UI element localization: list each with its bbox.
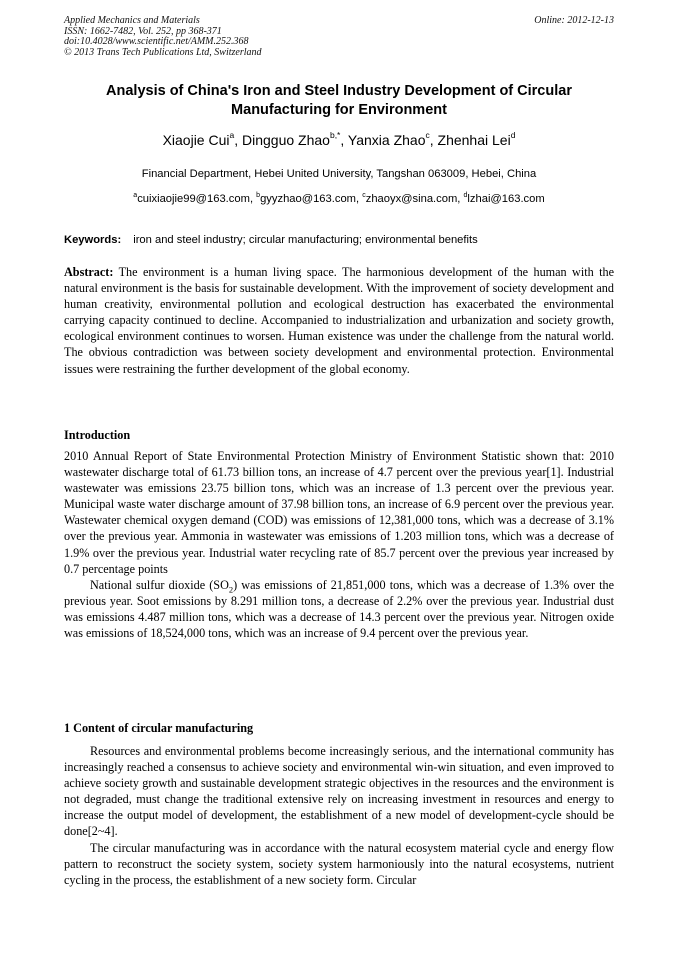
section-heading-introduction: Introduction [64, 428, 131, 442]
affiliation: Financial Department, Hebei United University, Tangshan 063009, Hebei, China [141, 168, 537, 180]
email-mark: c [362, 192, 366, 199]
email-mark: d [463, 192, 468, 199]
journal-header [64, 16, 424, 58]
text-span: ) was emissions of 21,851,000 tons, which was a decrease of 1.3% over the previous year. Soot emissions by 8.291 million tons, a decrease of 2.2% over the previous year. Industrial dust was emissions 4.487 million tons, which was a decrease of 14.3 percent over the previous year. Nitrogen oxide was emissions of 18,524,000 tons, which was an increase of 9.4 percent over the previous year. [64, 577, 614, 641]
email-mark: a [133, 192, 138, 199]
abstract-text: The environment is a human living space. The harmonious development of the human with the natural environment is the basis for sustainable development. With the improvement of society development and human creativity, environmental pollution and ecological destruction has exacerbated the environmental carrying capacity continued to decline. Accompanied to industrialization and urbanization and society growth, ecological environment continues to worsen. Human existence was under the challenge from the natural world. The obvious contradiction was between society development and environmental protection. Environmental issues were restraining the further development of the global economy. [64, 265, 615, 376]
paragraph: 2010 Annual Report of State Environmental Protection Ministry of Environment Statistic shown that: 2010 wastewater discharge total of 61.73 billion tons, an increase of 4.7 percent over the previous year[1]. Industrial wastewater was emissions 23.75 billion tons, which was an increase of 1.3 percent over the previous year. Municipal waste water discharge amount of 37.98 billion tons, an increase of 6.9 percent over the previous year. Wastewater chemical oxygen demand (COD) was emissions of 12,381,000 tons, which was a decrease of 3.1% over the previous year. Ammonia in wastewater was emissions of 1.203 million tons, which was a decrease of 1.9% over the previous year. Industrial water recycling rate of 85.7 percent over the previous year increased by 0.7 percentage points [64, 449, 614, 576]
journal-issn: ISSN: 1662-7482, Vol. 252, pp 368-371 [64, 25, 222, 37]
author-affiliation-mark: c [425, 130, 430, 140]
email-separator: , [249, 193, 257, 205]
author-affiliation-mark: b,* [329, 130, 341, 140]
email-list [64, 192, 614, 206]
keywords-label: Keywords: [64, 234, 122, 246]
paper-title: Analysis of China's Iron and Steel Industry Development of Circular Manufacturing for Environment [106, 83, 572, 118]
author-list [64, 131, 614, 149]
email-separator: , [356, 193, 363, 205]
abstract [64, 264, 614, 377]
introduction-body [64, 448, 614, 641]
email-separator: , [457, 193, 464, 205]
author-name: Xiaojie Cui [162, 132, 230, 148]
email-mark: b [256, 192, 261, 199]
author-email[interactable]: lzhai@163.com [467, 193, 545, 205]
paragraph: The circular manufacturing was in accordance with the natural ecosystem material cycle and energy flow pattern to reconstruct the society system, society system harmoniously into the natural ecosystems, nutrient cycling in the process, the establishment of a new society form. Circular [64, 840, 614, 887]
keywords-text: iron and steel industry; circular manufacturing; environmental benefits [133, 234, 478, 246]
paragraph [64, 577, 614, 641]
online-date: Online: 2012-12-13 [534, 15, 614, 26]
author-email[interactable]: gyyzhao@163.com [260, 193, 356, 205]
author-separator: , [340, 132, 348, 148]
text-span: National sulfur dioxide (SO [90, 577, 229, 592]
author-separator: , [429, 132, 438, 148]
journal-copyright: © 2013 Trans Tech Publications Ltd, Switzerland [64, 46, 262, 58]
author-separator: , [234, 132, 243, 148]
section1-body [64, 743, 614, 888]
author-email[interactable]: zhaoyx@sina.com [365, 193, 458, 205]
author-name: Yanxia Zhao [347, 132, 426, 148]
subscript: 2 [228, 584, 234, 595]
paragraph: Resources and environmental problems become increasingly serious, and the international community has increasingly reached a consensus to achieve society and environmental win-win situation, and even improved to achieve society growth and sustainable development strategic objectives in the resources and the environment is not degraded, must change the traditional extensive rely on increasing investment in resources and energy to increase the output model of development, the establishment of a new model of development-cycle should be done[2~4]. [64, 744, 614, 839]
author-affiliation-mark: a [229, 130, 235, 140]
abstract-label: Abstract: [64, 265, 114, 279]
author-affiliation-mark: d [510, 130, 516, 140]
journal-name: Applied Mechanics and Materials [64, 15, 200, 26]
author-name: Zhenhai Lei [437, 132, 511, 148]
journal-doi[interactable]: doi:10.4028/www.scientific.net/AMM.252.368 [64, 36, 249, 47]
author-email[interactable]: cuixiaojie99@163.com [137, 193, 250, 205]
section-heading-circular-manufacturing: 1 Content of circular manufacturing [64, 721, 254, 735]
keywords [64, 233, 614, 247]
author-name: Dingguo Zhao [242, 132, 330, 148]
